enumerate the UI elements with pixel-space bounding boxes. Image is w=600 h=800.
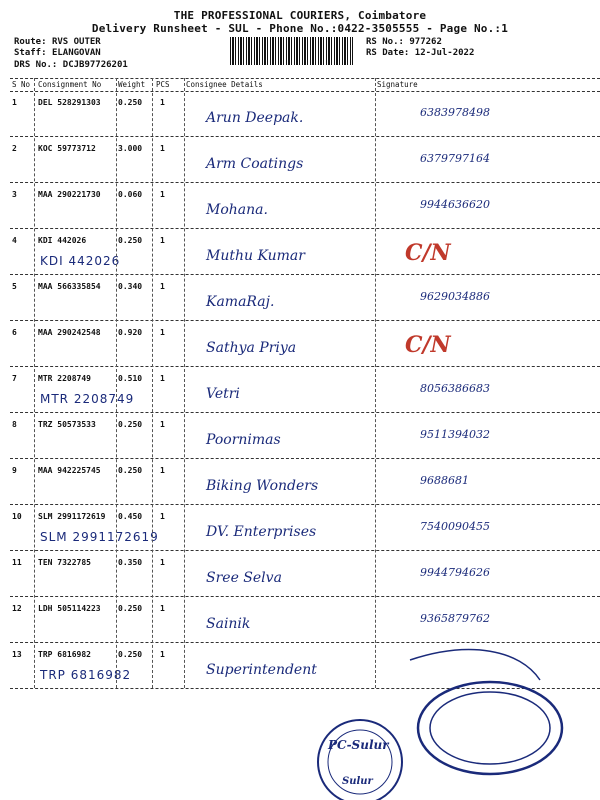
signature: 6379797164 xyxy=(420,152,490,165)
consignee-name: Arm Coatings xyxy=(206,156,304,172)
pieces: 1 xyxy=(160,558,165,567)
stamp-oval xyxy=(418,682,562,774)
weight: 0.340 xyxy=(118,282,143,291)
consignment-number: MAA 566335854 xyxy=(38,282,101,291)
weight: 0.450 xyxy=(118,512,143,521)
consignment-number: MAA 290221730 xyxy=(38,190,101,199)
serial-number: 4 xyxy=(12,236,17,245)
signature: 7540090455 xyxy=(420,520,490,533)
weight: 0.250 xyxy=(118,650,143,659)
pieces: 1 xyxy=(160,374,165,383)
consignee-name: Sathya Priya xyxy=(206,340,297,356)
pc-sulur-stamp xyxy=(318,720,402,800)
consignee-name: Mohana. xyxy=(206,202,268,218)
rs-date-info: RS Date: 12-Jul-2022 xyxy=(366,48,475,58)
drs-info: DRS No.: DCJB97726201 xyxy=(14,60,128,70)
consignee-name: Poornimas xyxy=(206,432,281,448)
stamp-text-2: Sulur xyxy=(342,776,373,787)
serial-number: 7 xyxy=(12,374,17,383)
consignment-number: TRP 6816982 xyxy=(38,650,91,659)
pieces: 1 xyxy=(160,420,165,429)
weight: 0.250 xyxy=(118,604,143,613)
pieces: 1 xyxy=(160,144,165,153)
weight: 0.250 xyxy=(118,420,143,429)
column-header: Signature xyxy=(377,80,418,89)
consignment-number: MTR 2208749 xyxy=(38,374,91,383)
column-header: Consignment No xyxy=(38,80,102,89)
weight: 0.250 xyxy=(118,98,143,107)
consignee-name: Superintendent xyxy=(206,662,317,678)
handwritten-consignment: KDI 442026 xyxy=(40,254,121,268)
serial-number: 9 xyxy=(12,466,17,475)
column-header: S No xyxy=(12,80,31,89)
signature: C/N xyxy=(405,332,451,358)
pieces: 1 xyxy=(160,98,165,107)
signature: 8056386683 xyxy=(420,382,490,395)
consignee-name: Sree Selva xyxy=(206,570,282,586)
pieces: 1 xyxy=(160,604,165,613)
pieces: 1 xyxy=(160,282,165,291)
consignment-number: SLM 2991172619 xyxy=(38,512,106,521)
handwritten-consignment: SLM 2991172619 xyxy=(40,530,159,544)
consignment-number: MAA 290242548 xyxy=(38,328,101,337)
pieces: 1 xyxy=(160,236,165,245)
pieces: 1 xyxy=(160,328,165,337)
serial-number: 2 xyxy=(12,144,17,153)
pieces: 1 xyxy=(160,512,165,521)
serial-number: 10 xyxy=(12,512,22,521)
weight: 0.350 xyxy=(118,558,143,567)
signature: 9688681 xyxy=(420,474,469,487)
weight: 0.250 xyxy=(118,466,143,475)
consignment-number: MAA 942225745 xyxy=(38,466,101,475)
serial-number: 13 xyxy=(12,650,22,659)
consignee-name: Muthu Kumar xyxy=(206,248,305,264)
consignee-name: Biking Wonders xyxy=(206,478,319,494)
staff-info: Staff: ELANGOVAN xyxy=(14,48,101,58)
weight: 0.060 xyxy=(118,190,143,199)
signature: 9511394032 xyxy=(420,428,490,441)
weight: 0.250 xyxy=(118,236,143,245)
serial-number: 5 xyxy=(12,282,17,291)
pieces: 1 xyxy=(160,466,165,475)
pieces: 1 xyxy=(160,650,165,659)
signature: 6383978498 xyxy=(420,106,490,119)
signature: 9944636620 xyxy=(420,198,490,211)
consignment-number: TRZ 50573533 xyxy=(38,420,96,429)
serial-number: 1 xyxy=(12,98,17,107)
signature: 9365879762 xyxy=(420,612,490,625)
pieces: 1 xyxy=(160,190,165,199)
signature: C/N xyxy=(405,240,451,266)
weight: 3.000 xyxy=(118,144,143,153)
consignee-name: DV. Enterprises xyxy=(206,524,317,540)
consignee-name: KamaRaj. xyxy=(206,294,275,310)
company-title: THE PROFESSIONAL COURIERS, Coimbatore xyxy=(173,9,427,22)
serial-number: 11 xyxy=(12,558,22,567)
consignment-number: LDH 505114223 xyxy=(38,604,101,613)
column-header: PCS xyxy=(156,80,170,89)
route-info: Route: RVS OUTER xyxy=(14,37,101,47)
runsheet-subtitle: Delivery Runsheet - SUL - Phone No.:0422-3505555 - Page No.:1 xyxy=(91,22,509,35)
serial-number: 12 xyxy=(12,604,22,613)
serial-number: 8 xyxy=(12,420,17,429)
serial-number: 6 xyxy=(12,328,17,337)
consignment-number: DEL 528291303 xyxy=(38,98,101,107)
column-header: Weight xyxy=(118,80,146,89)
rs-no-info: RS No.: 977262 xyxy=(366,37,442,47)
signature: 9944794626 xyxy=(420,566,490,579)
stamp-text-1: PC-Sulur xyxy=(328,738,389,752)
consignment-number: KOC 59773712 xyxy=(38,144,96,153)
consignee-name: Sainik xyxy=(206,616,251,632)
consignment-number: KDI 442026 xyxy=(38,236,87,245)
handwritten-consignment: TRP 6816982 xyxy=(40,668,132,682)
column-header: Consignee Details xyxy=(186,80,263,89)
weight: 0.920 xyxy=(118,328,143,337)
consignment-number: TEN 7322785 xyxy=(38,558,91,567)
consignee-name: Arun Deepak. xyxy=(206,110,304,126)
signature: 9629034886 xyxy=(420,290,490,303)
serial-number: 3 xyxy=(12,190,17,199)
consignee-name: Vetri xyxy=(206,386,240,402)
handwritten-consignment: MTR 2208749 xyxy=(40,392,135,406)
weight: 0.510 xyxy=(118,374,143,383)
